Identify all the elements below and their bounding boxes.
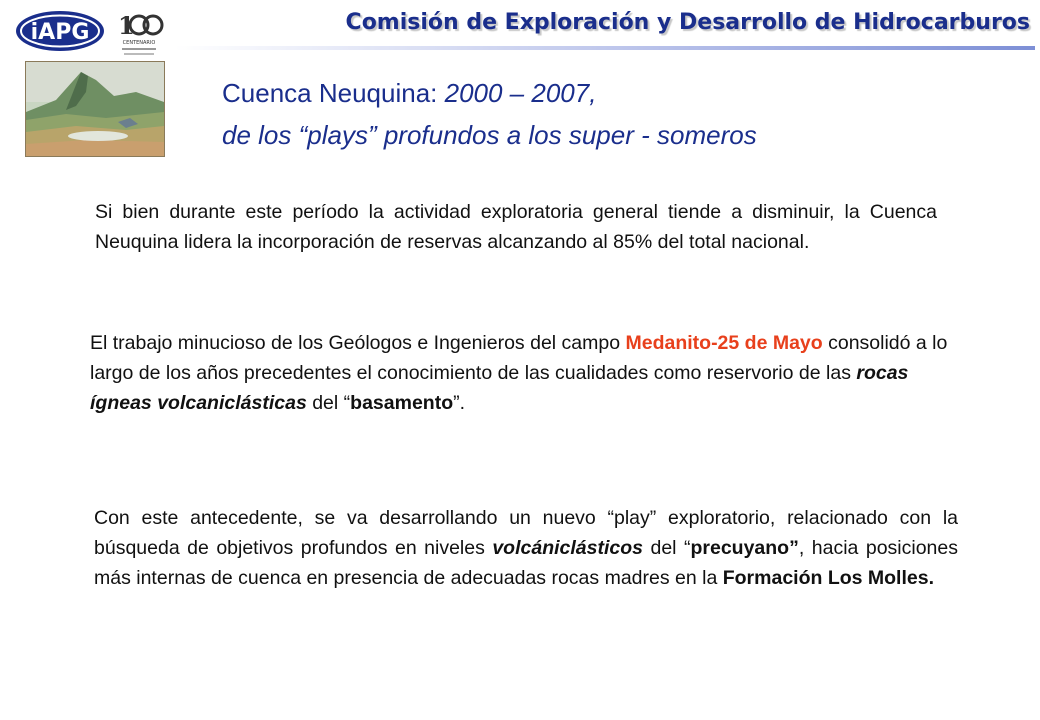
p3-text-2: del “ xyxy=(643,537,691,559)
paragraph-medanito xyxy=(90,328,968,418)
p2-text-1: El trabajo minucioso de los Geólogos e Ingenieros del campo xyxy=(90,332,626,354)
svg-text:1: 1 xyxy=(118,11,135,40)
precuyano-term: precuyano” xyxy=(690,537,799,559)
p2-text-4: ”. xyxy=(453,392,466,414)
field-name-highlight: Medanito-25 de Mayo xyxy=(625,332,823,354)
volcaniclastic-term: volcániclásticos xyxy=(492,537,643,559)
centenario-logo xyxy=(114,6,164,62)
landscape-painting xyxy=(25,61,165,157)
volcaniclastic-rocks-term: rocas ígneas volcaniclásticas xyxy=(90,362,909,414)
basement-term: basamento xyxy=(350,392,454,414)
title-period: 2000 – 2007, xyxy=(444,78,597,108)
iapg-logo xyxy=(14,9,106,53)
slide-title-line-1 xyxy=(222,78,596,109)
p2-text-3: del “ xyxy=(306,392,351,414)
p3-text-3: , hacia posiciones más internas de cuenca en presencia de adecuadas rocas madres en la xyxy=(94,537,958,589)
organization-title: Comisión de Exploración y Desarrollo de Hidrocarburos xyxy=(345,10,1030,35)
paragraph-new-play xyxy=(94,503,958,593)
paragraph-activity: Si bien durante este período la actividad exploratoria general tiende a disminuir, la Cuenca Neuquina lidera la incorporación de reservas alcanzando al 85% del total nacional. xyxy=(95,201,937,253)
header-divider xyxy=(175,46,1035,50)
svg-text:CENTENARIO: CENTENARIO xyxy=(122,40,156,46)
formation-name: Formación Los Molles. xyxy=(722,567,935,589)
slide-title-line-2: de los “plays” profundos a los super - someros xyxy=(222,120,757,150)
iapg-logo-text: iAPG xyxy=(30,20,90,45)
title-basin-name: Cuenca Neuquina: xyxy=(222,78,445,108)
p3-text-1: Con este antecedente, se va desarrollando un nuevo “play” exploratorio, relacionado con la búsqueda de objetivos profundos en niveles xyxy=(94,507,958,559)
p2-text-2: consolidó a lo largo de los años precedentes el conocimiento de las cualidades como reservorio de las xyxy=(90,332,948,384)
